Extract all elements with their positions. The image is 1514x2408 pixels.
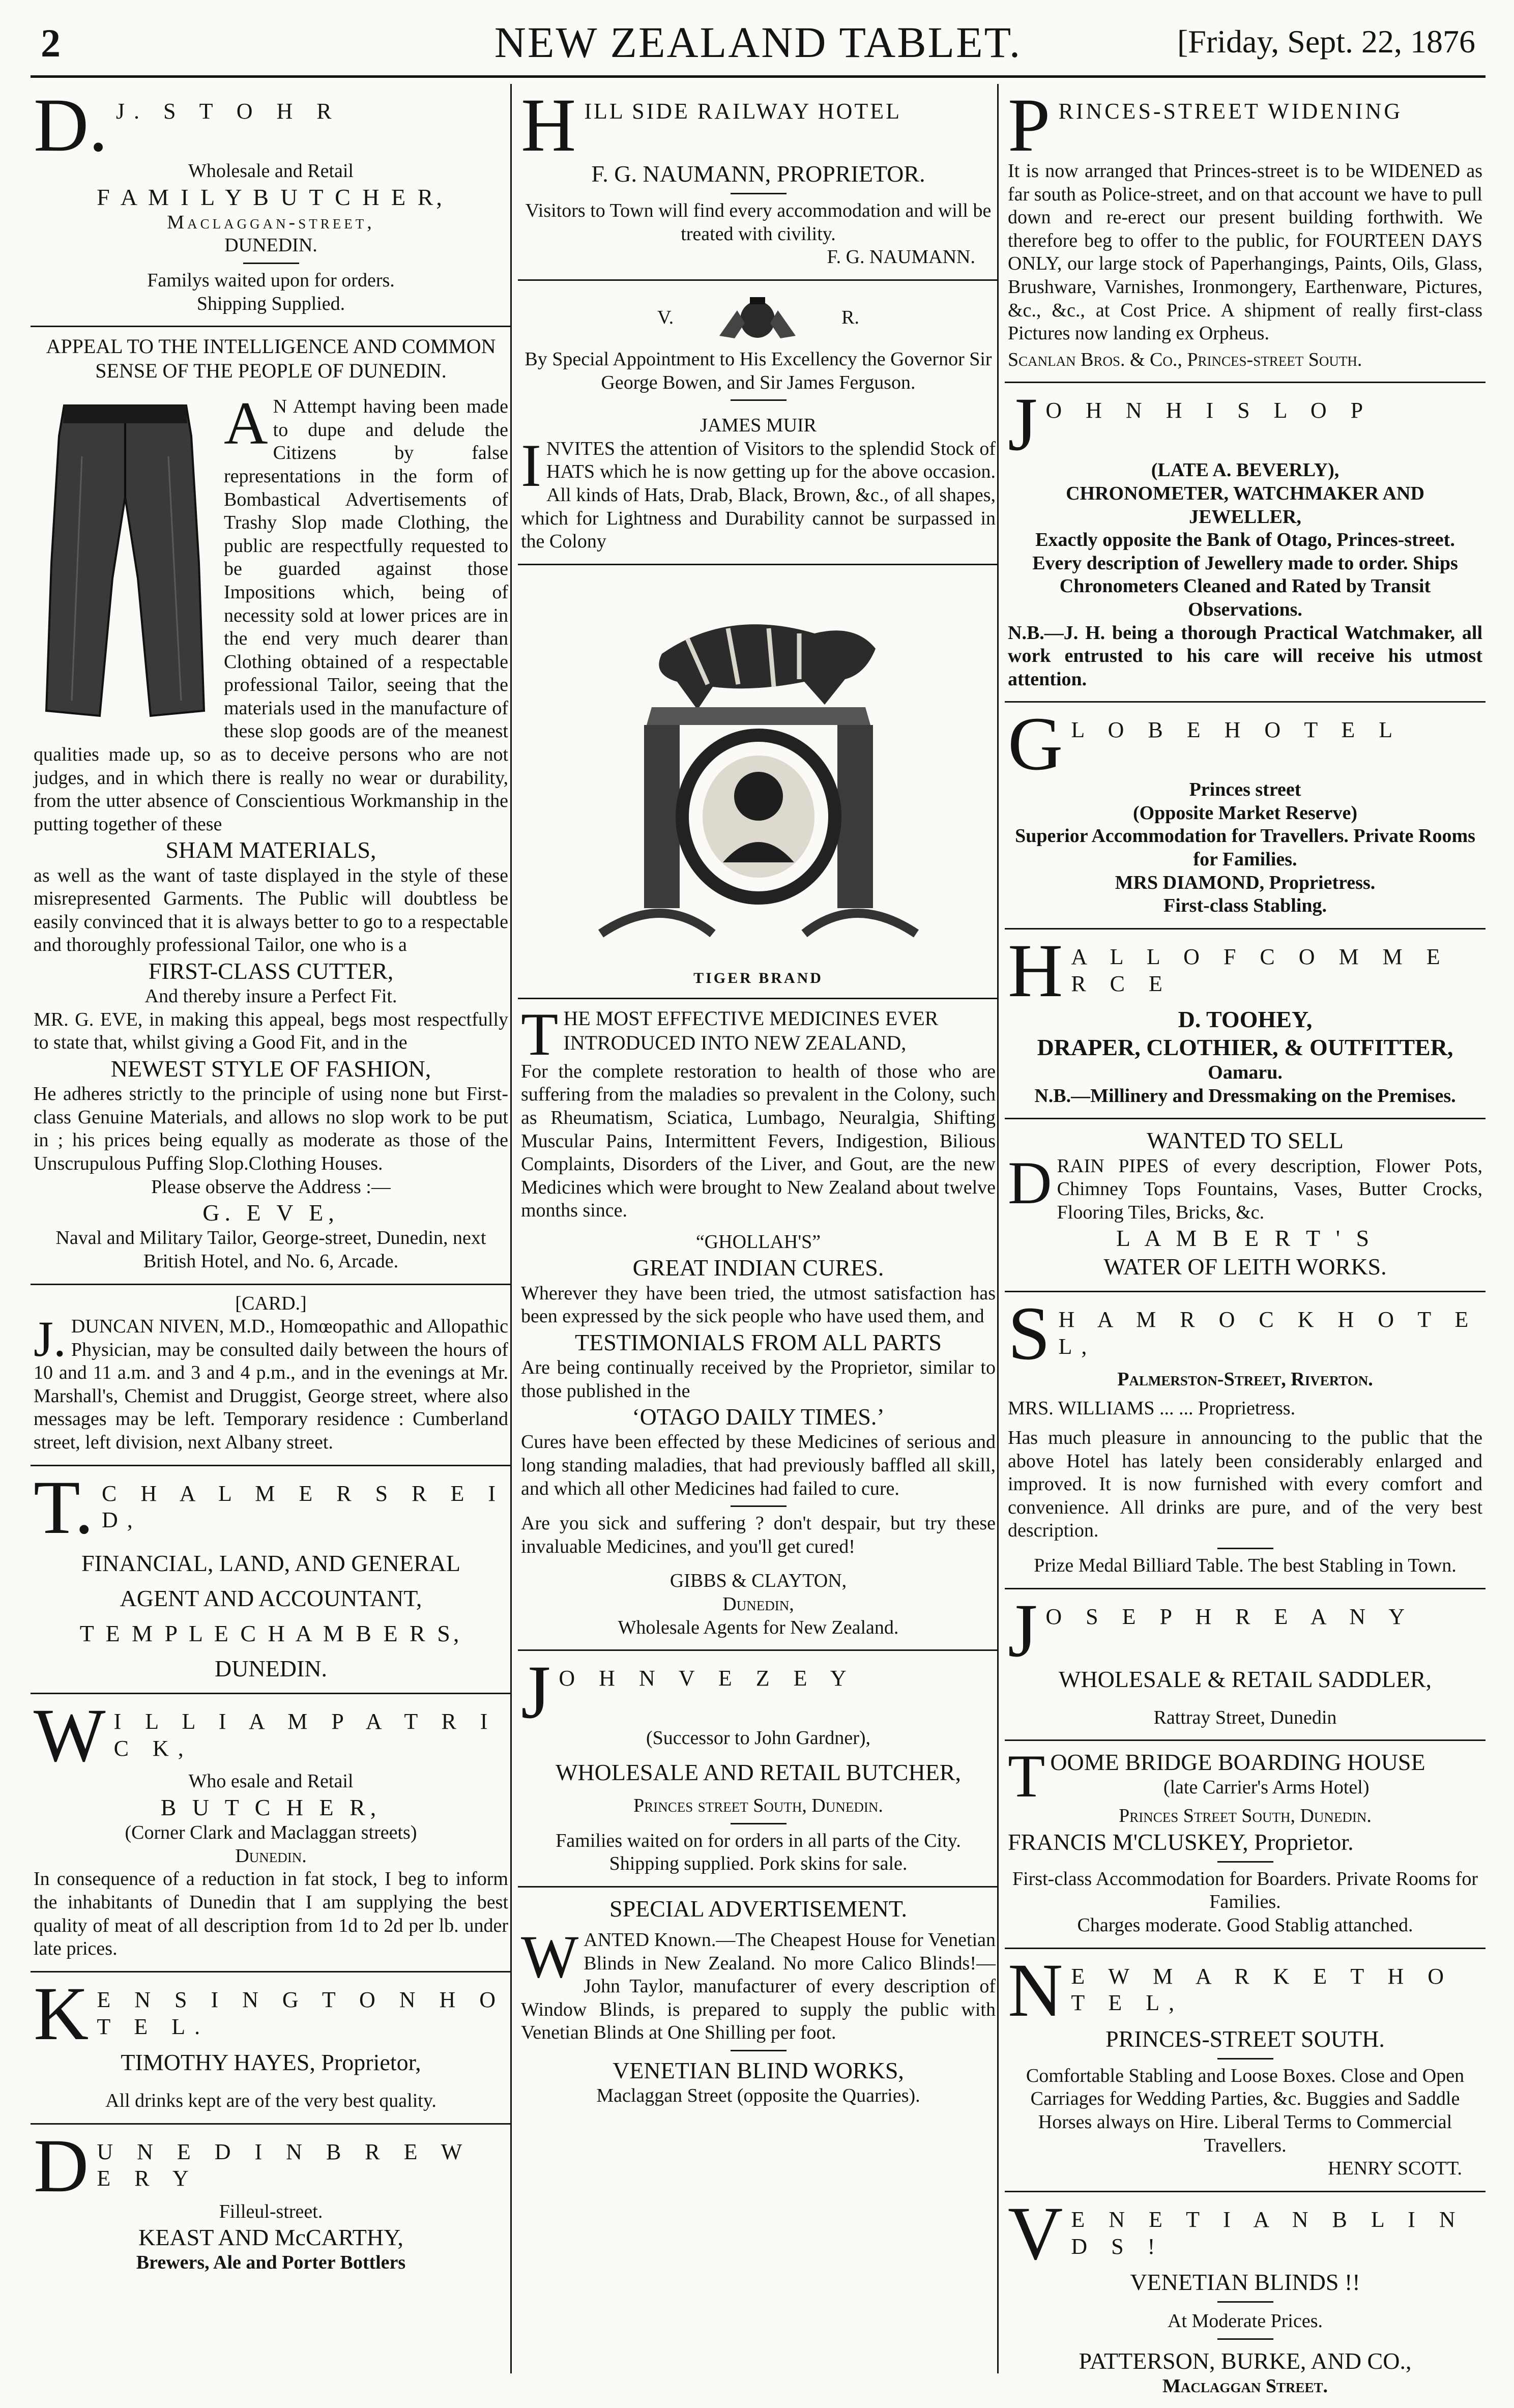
ad-line: VENETIAN BLINDS !! — [1130, 2269, 1360, 2295]
ad-line: TESTIMONIALS FROM ALL PARTS — [575, 1329, 942, 1355]
ad-globe-hotel — [1005, 703, 1486, 930]
initial: H — [1008, 928, 1063, 1013]
ad-line: Princes Street South, Dunedin. — [1119, 1805, 1372, 1827]
ad-line: Rattray Street, Dunedin — [1153, 1706, 1337, 1728]
card-label: [CARD.] — [235, 1292, 307, 1314]
ad-john-vezey — [518, 1651, 999, 1888]
ad-line: AGENT AND ACCOUNTANT, — [120, 1585, 422, 1611]
ad-line: Maclaggan Street (opposite the Quarries). — [596, 2085, 920, 2107]
ad-newmarket-hotel — [1005, 1949, 1486, 2192]
ad-paragraph: Cures have been effected by these Medicines of serious and long standing maladies, that had previously baffled all skill, and which all other Medicines had failed to cure. — [521, 1431, 996, 1499]
divider — [1217, 2058, 1273, 2059]
dropcap: I — [521, 431, 541, 499]
ad-line: Shipping Supplied. — [196, 293, 345, 314]
divider — [731, 2050, 787, 2051]
ad-name: O H N V E Z E Y — [559, 1666, 856, 1691]
ad-line: Prize Medal Billiard Table. The best Stabling in Town. — [1034, 1554, 1457, 1576]
tiger-caption: TIGER BRAND — [693, 969, 823, 987]
appeal-subhead: NEWEST STYLE OF FASHION, — [110, 1055, 431, 1082]
appeal-paragraph: And thereby insure a Perfect Fit. — [144, 985, 397, 1007]
ad-line: FINANCIAL, LAND, AND GENERAL — [81, 1550, 460, 1576]
issue-date: [Friday, Sept. 22, 1876 — [1177, 23, 1475, 60]
column-1 — [31, 84, 511, 2285]
ad-paragraph: In consequence of a reduction in fat stock, I beg to inform the inhabitants of Dunedin that I am supplying the best quality of meat of all description from 1d to 2d per lb. under late prices. — [34, 1868, 508, 1960]
ad-line: “GHOLLAH'S” — [695, 1231, 821, 1253]
ad-name: O H N H I S L O P — [1045, 398, 1373, 423]
ad-line: Dunedin, — [722, 1593, 794, 1615]
ad-line: ‘OTAGO DAILY TIMES.’ — [632, 1404, 885, 1430]
ad-line: Superior Accommodation for Travellers. Private Rooms for Families. — [1015, 825, 1475, 871]
ad-line: Oamaru. — [1208, 1062, 1283, 1084]
page-number: 2 — [41, 21, 61, 65]
initial: S — [1008, 1291, 1051, 1376]
ad-line: F. G. NAUMANN. — [827, 246, 975, 268]
ad-name: C H A L M E R S R E I D, — [102, 1481, 505, 1533]
ad-line: Palmerston-Street, Riverton. — [1117, 1368, 1373, 1390]
column-3 — [1005, 84, 1486, 2408]
column-2 — [518, 84, 999, 2118]
divider — [243, 263, 299, 264]
ad-line: DUNEDIN. — [214, 1656, 327, 1682]
initial: V — [1008, 2191, 1063, 2276]
ad-paragraph: Comfortable Stabling and Loose Boxes. Close and Open Carriages for Wedding Parties, &c. Buggies and Saddle Horses always on Hire. Liberal Terms to Commercial Travellers. — [1026, 2065, 1465, 2156]
ad-paragraph: NVITES the attention of Visitors to the splendid Stock of HATS which he is now getting up for the above occasion. All kinds of Hats, Drab, Black, Brown, &c., of all shapes, which for Lightness and Durability cannot be surpassed in the Colony — [521, 438, 996, 553]
initial: N — [1008, 1948, 1063, 2033]
ad-paragraph: For the complete restoration to health of those who are suffering from the maladies so prevalent in the Colony, such as Rheumatism, Sciatica, Lumbago, Neuralgia, Shifting Muscular Pains, Intermittent Fevers, Indigestion, Bilious Complaints, Disorders of the Liver, and Gout, are the new Medicines which were brought to New Zealand about twelve months since. — [521, 1060, 996, 1222]
initial: J — [1008, 1588, 1038, 1673]
dropcap: D — [1008, 1148, 1052, 1216]
ad-line: Princes street — [1189, 779, 1301, 801]
newspaper-title: NEW ZEALAND TABLET. — [494, 18, 1022, 67]
ad-paragraph: Wherever they have been tried, the utmost satisfaction has been expressed by the sick people who have used them, and — [521, 1282, 996, 1327]
initial: P — [1008, 83, 1051, 167]
ad-william-patrick — [31, 1694, 511, 1972]
ad-line: Maclaggan-street, — [167, 211, 375, 233]
ad-paragraph: Are being continually received by the Proprietor, similar to those published in the — [521, 1357, 996, 1402]
ad-line: D. TOOHEY, — [1178, 1006, 1313, 1032]
ad-line: Brewers, Ale and Porter Bottlers — [136, 2252, 406, 2274]
appeal-paragraph: N Attempt having been made to dupe and delude the Citizens by false representations in the form of Bombastical Advertisements of Trashy Slop made Clothing, the public are respectfully requested to be guarded against those Impositions which, being of necessity sold at lower prices are in the end very much dearer than Clothing obtained of a respectable professional Tailor, seeing that the materials used in the manufacture of these slop goods are of the meanest qualities made up, so as to deceive persons who are not judges, and in which there is really no wear or durability, from the utter absence of Conscientious Workmanship in the putting together of these — [34, 396, 508, 835]
ad-name: E N S I N G T O N H O T E L. — [97, 1987, 505, 2039]
initial: J — [521, 1650, 551, 1735]
ad-drain-pipes — [1005, 1119, 1486, 1292]
ad-line: Familys waited upon for orders. — [147, 269, 395, 291]
initial: K — [34, 1971, 89, 2056]
ad-line: WHOLESALE AND RETAIL BUTCHER, — [556, 1759, 961, 1785]
ad-toome-bridge — [1005, 1741, 1486, 1949]
ad-line: Who esale and Retail — [188, 1771, 354, 1792]
ad-line: FRANCIS M'CLUSKEY, Proprietor. — [1008, 1829, 1354, 1855]
ad-paragraph: Are you sick and suffering ? don't despair, but try these invaluable Medicines, and you'll get cured! — [521, 1513, 996, 1557]
ad-line: N.B.—Millinery and Dressmaking on the Premises. — [1034, 1085, 1456, 1107]
ad-paragraph: N.B.—J. H. being a thorough Practical Watchmaker, all work entrusted to his care will receive his utmost attention. — [1008, 622, 1482, 690]
ad-james-muir — [518, 281, 999, 565]
ad-paragraph: By Special Appointment to His Excellency the Governor Sir George Bowen, and Sir James Ferguson. — [525, 348, 992, 393]
divider — [1217, 1861, 1273, 1863]
initial: D — [34, 2123, 89, 2208]
divider — [1217, 2338, 1273, 2340]
divider — [1217, 1548, 1273, 1549]
ad-line: JAMES MUIR — [700, 415, 817, 437]
ad-line: At Moderate Prices. — [1168, 2310, 1323, 2332]
divider — [731, 1505, 787, 1507]
royal-arms-icon — [714, 295, 801, 341]
dropcap: W — [521, 1922, 579, 1990]
divider — [731, 399, 787, 401]
initial: D. — [34, 83, 108, 167]
appeal-paragraph: MR. G. EVE, in making this appeal, begs most respectfully to state that, whilst giving a Good Fit, and in the — [34, 1008, 508, 1054]
dropcap: T — [521, 1000, 559, 1068]
appeal-subhead: FIRST-CLASS CUTTER, — [148, 958, 394, 984]
ad-line: F A M I L Y B U T C H E R, — [97, 184, 445, 210]
ad-line: Wholesale Agents for New Zealand. — [618, 1616, 899, 1638]
dropcap: J. — [34, 1311, 66, 1368]
ad-line: B U T C H E R, — [160, 1794, 382, 1820]
ad-heading: WANTED TO SELL — [1147, 1127, 1344, 1154]
ad-line: (LATE A. BEVERLY), — [1151, 459, 1340, 481]
ad-name: E N E T I A N B L I N D S ! — [1071, 2207, 1465, 2259]
divider — [731, 193, 787, 194]
ad-name: I L L I A M P A T R I C K, — [113, 1709, 497, 1761]
ad-line: CHRONOMETER, WATCHMAKER AND JEWELLER, — [1066, 482, 1424, 528]
ad-paragraph: Visitors to Town will find every accommodation and will be treated with civility. — [525, 200, 992, 245]
appeal-paragraph: as well as the want of taste displayed in the style of these misrepresented Garments. The Public will doubtless be easily convinced that it is always better to go to a respectable and thoroughly professional Tailor, one who is a — [34, 864, 508, 956]
ad-chalmers-reid — [31, 1466, 511, 1695]
ad-line: (Corner Clark and Maclaggan streets) — [125, 1822, 417, 1844]
tailor-address: Naval and Military Tailor, George-street, Dunedin, next British Hotel, and No. 6, Arcade. — [55, 1227, 486, 1272]
ad-name: L O B E H O T E L — [1071, 717, 1402, 743]
ad-dunedin-brewery — [31, 2125, 511, 2285]
ad-line: PRINCES-STREET SOUTH. — [1105, 2025, 1385, 2052]
ad-paragraph: ANTED Known.—The Cheapest House for Venetian Blinds in New Zealand. No more Calico Blinds!—John Taylor, manufacturer of every description of Window Blinds, is prepared to supply the public with Venetian Blinds at One Shilling per foot. — [521, 1929, 996, 2044]
ad-line: GREAT INDIAN CURES. — [632, 1255, 884, 1281]
medicines-heading: HE MOST EFFECTIVE MEDICINES EVER INTRODUCED INTO NEW ZEALAND, — [563, 1006, 939, 1055]
ad-venetian-blinds — [1005, 2192, 1486, 2408]
ad-line: WATER OF LEITH WORKS. — [1103, 1253, 1387, 1280]
ad-hall-of-commerce — [1005, 930, 1486, 1120]
appeal-subhead: SHAM MATERIALS, — [165, 837, 376, 863]
ad-heading: OOME BRIDGE BOARDING HOUSE — [1050, 1749, 1425, 1776]
initial: G — [1008, 702, 1063, 787]
ad-line: KEAST AND McCARTHY, — [138, 2224, 403, 2251]
ad-line: Every description of Jewellery made to order. Ships Chronometers Cleaned and Rated by Transit Observations. — [1032, 552, 1458, 620]
ad-name: H A M R O C K H O T E L, — [1058, 1307, 1478, 1359]
ad-stohr — [31, 84, 511, 327]
ad-special-advertisement — [518, 1888, 999, 2118]
ad-line: Maclaggan Street. — [1162, 2375, 1328, 2397]
ad-name: E W M A R K E T H O T E L, — [1071, 1963, 1453, 2016]
ad-shamrock-hotel — [1005, 1292, 1486, 1589]
ad-joseph-reany — [1005, 1589, 1486, 1742]
niven-text: DUNCAN NIVEN, M.D., Homœopathic and Allopathic Physician, may be consulted daily between the hours of 10 and 11 a.m. and 3 and 4 p.m., and in the evenings at Mr. Marshall's, Chemist and Druggist, George street, where also messages may be left. Temporary residence : Cumberland street, left division, next Albany street. — [34, 1316, 508, 1454]
appeal-paragraph: He adheres strictly to the principle of using none but First-class Genuine Materials, and allows no slop work to be put in ; his prices being equally as moderate as those of the Unscrupulous Puffing Slop.Clothing Houses. — [34, 1083, 508, 1174]
dropcap: T — [1008, 1742, 1045, 1810]
ad-line: MRS. WILLIAMS ... ... Proprietress. — [1008, 1398, 1296, 1419]
ad-line: MRS DIAMOND, Proprietress. — [1115, 872, 1376, 893]
ad-john-hislop — [1005, 383, 1486, 703]
ad-line: GIBBS & CLAYTON, — [669, 1570, 847, 1592]
initial: T. — [34, 1465, 94, 1550]
initial: J — [1008, 382, 1038, 467]
ad-line: Exactly opposite the Bank of Otago, Princes-street. — [1035, 529, 1455, 551]
ad-tiger-brand — [518, 565, 999, 999]
ad-line: T E M P L E C H A M B E R S, — [79, 1620, 462, 1647]
masthead — [31, 14, 1486, 78]
ad-line: F. G. NAUMANN, PROPRIETOR. — [591, 161, 925, 187]
appeal-heading: APPEAL TO THE INTELLIGENCE AND COMMON SENSE OF THE PEOPLE OF DUNEDIN. — [46, 335, 496, 383]
ad-heading: SPECIAL ADVERTISEMENT. — [609, 1895, 908, 1922]
ad-line: VENETIAN BLIND WORKS, — [613, 2057, 904, 2083]
tiger-brand-illustration — [560, 577, 957, 964]
initial: W — [34, 1693, 106, 1778]
trousers-illustration — [34, 395, 217, 731]
ad-line: TIMOTHY HAYES, Proprietor, — [121, 2049, 421, 2075]
ad-line: (late Carrier's Arms Hotel) — [1163, 1777, 1370, 1798]
dropcap: A — [224, 389, 268, 457]
ad-name: ILL SIDE RAILWAY HOTEL — [584, 99, 901, 124]
ad-kensington-hotel — [31, 1972, 511, 2125]
ad-line: First-class Accommodation for Boarders. Private Rooms for Families. — [1012, 1868, 1478, 1913]
tailor-name: G. E V E, — [202, 1200, 339, 1226]
ad-name: J. S T O H R — [115, 99, 341, 124]
ad-line: PATTERSON, BURKE, AND CO., — [1079, 2347, 1412, 2374]
ad-line: Princes street South, Dunedin. — [633, 1794, 883, 1816]
ad-name: U N E D I N B R E W E R Y — [97, 2139, 471, 2191]
ad-line: L A M B E R T ' S — [1116, 1225, 1375, 1252]
ad-medicines — [518, 999, 999, 1651]
ad-name: O S E P H R E A N Y — [1045, 1604, 1414, 1629]
ad-line: (Opposite Market Reserve) — [1132, 802, 1358, 824]
ad-paragraph: RAIN PIPES of every description, Flower Pots, Chimney Tops Fountains, Vases, Butter Crocks, Flooring Tiles, Bricks, &c. — [1057, 1155, 1482, 1223]
ad-line: Filleul-street. — [219, 2200, 323, 2222]
ad-princes-street-widening — [1005, 84, 1486, 383]
ad-line: R. — [841, 307, 859, 329]
ad-niven — [31, 1285, 511, 1466]
ad-line: DRAPER, CLOTHIER, & OUTFITTER, — [1037, 1034, 1453, 1061]
ad-line: Shipping supplied. Pork skins for sale. — [609, 1853, 908, 1875]
ad-line: Dunedin. — [235, 1845, 307, 1867]
divider — [1217, 2301, 1273, 2303]
ad-line: V. — [657, 307, 674, 329]
ad-line: All drinks kept are of the very best quality. — [105, 2090, 436, 2111]
ad-line: (Successor to John Gardner), — [646, 1727, 871, 1749]
appeal-line: Please observe the Address :— — [151, 1176, 391, 1198]
ad-line: DUNEDIN. — [224, 235, 317, 256]
divider — [731, 1823, 787, 1824]
ad-line: Charges moderate. Good Stablig attanched. — [1077, 1914, 1413, 1936]
ad-name: RINCES-STREET WIDENING — [1058, 99, 1403, 124]
ad-appeal — [31, 327, 511, 1285]
ad-line: Families waited on for orders in all parts of the City. — [556, 1830, 961, 1851]
ad-paragraph: Has much pleasure in announcing to the public that the above Hotel has lately been considerably enlarged and improved. It is now furnished with every comfort and convenience. All drinks are pure, and of the very best description. — [1008, 1427, 1482, 1542]
ad-line: WHOLESALE & RETAIL SADDLER, — [1058, 1666, 1432, 1692]
initial: H — [521, 83, 576, 167]
ad-line: HENRY SCOTT. — [1328, 2158, 1462, 2180]
ad-name: A L L O F C O M M E R C E — [1071, 944, 1449, 996]
ad-paragraph: It is now arranged that Princes-street is to be WIDENED as far south as Police-street, and on that account we have to pull down and re-erect our present building forthwith. We therefore beg to offer to the public, for FOURTEEN DAYS ONLY, our large stock of Paperhangings, Paints, Oils, Glass, Brushware, Varnishes, Ironmongery, Earthenware, Pictures, &c., &c., at Cost Price. A shipment of really first-class Pictures now landing ex Orpheus. — [1008, 160, 1482, 344]
ad-line: Scanlan Bros. & Co., Princes-street South. — [1008, 349, 1362, 370]
ad-hillside-hotel — [518, 84, 999, 281]
ad-line: Wholesale and Retail — [188, 160, 354, 182]
ad-line: First-class Stabling. — [1163, 895, 1327, 917]
